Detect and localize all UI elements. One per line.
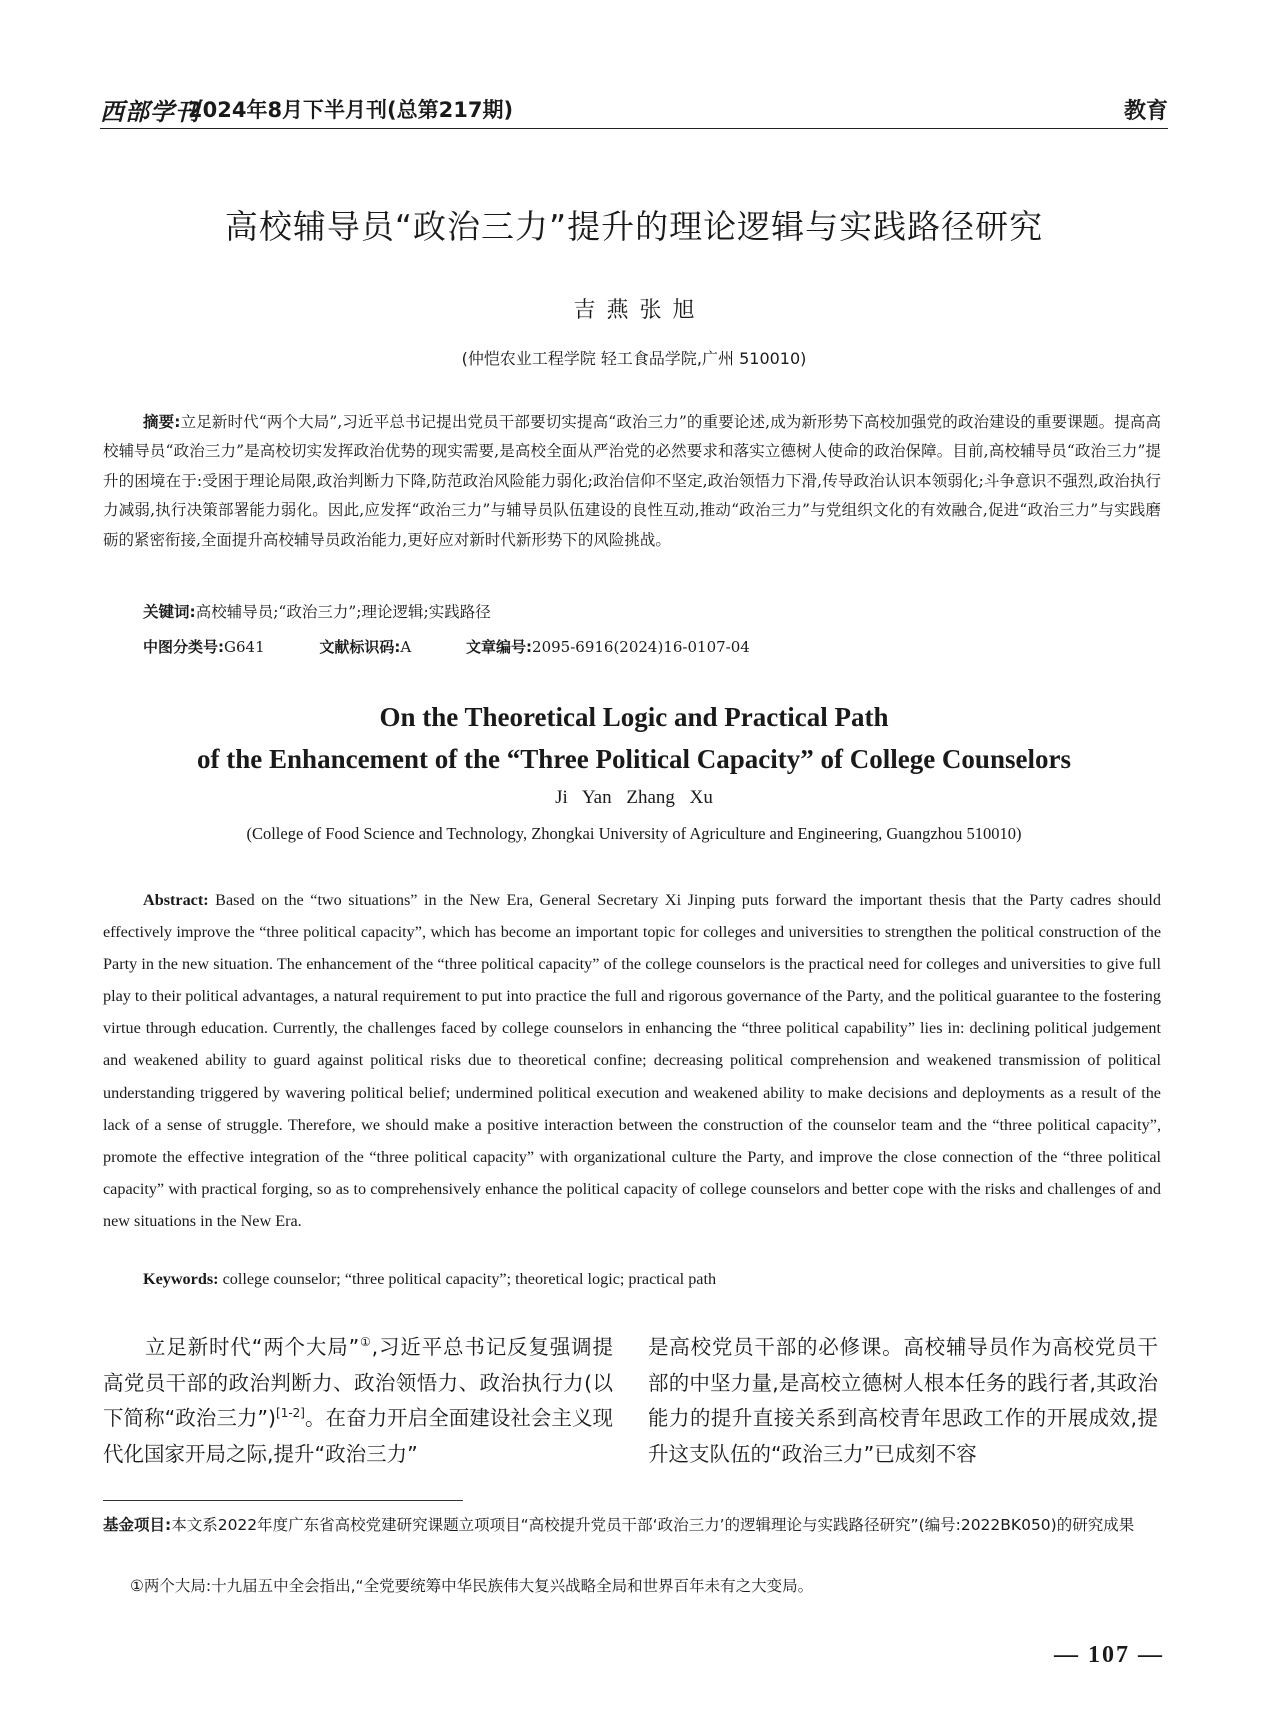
- running-header: [100, 88, 1168, 129]
- body-column-left: 立足新时代“两个大局”①,习近平总书记反复强调提高党员干部的政治判断力、政治领悟力、政治执行力(以下简称“政治三力”)[1-2]。在奋力开启全面建设社会主义现代化国家开局之际,提升“政治三力”: [103, 1335, 613, 1466]
- chinese-abstract-label: 摘要:: [143, 413, 181, 431]
- english-keywords-label: Keywords:: [143, 1270, 219, 1288]
- chinese-keywords: [143, 600, 1143, 622]
- document-code: 文献标识码:A: [319, 638, 412, 656]
- funding-label: 基金项目:: [103, 1516, 172, 1534]
- english-abstract-label: Abstract:: [143, 891, 209, 909]
- chinese-abstract-text: 立足新时代“两个大局”,习近平总书记提出党员干部要切实提高“政治三力”的重要论述,成为新形势下高校加强党的政治建设的重要课题。提高高校辅导员“政治三力”是高校切实发挥政治优势的现实需要,是高校全面从严治党的必然要求和落实立德树人使命的政治保障。目前,高校辅导员“政治三力”提升的困境在于:受困于理论局限,政治判断力下降,防范政治风险能力弱化;政治信仰不坚定,政治领悟力下滑,传导政治认识本领弱化;斗争意识不强烈,政治执行力减弱,执行决策部署能力弱化。因此,应发挥“政治三力”与辅导员队伍建设的良性互动,推动“政治三力”与党组织文化的有效融合,促进“政治三力”与实践磨砺的紧密衔接,全面提升高校辅导员政治能力,更好应对新时代新形势下的风险挑战。: [103, 413, 1161, 549]
- issue-info: 2024年8月下半月刊(总第217期): [188, 98, 514, 122]
- english-affiliation: (College of Food Science and Technology, Zhongkai University of Agriculture and Engineering, Guangzhou 510010): [246, 824, 1022, 843]
- citation-ref: [1-2]: [276, 1406, 305, 1421]
- article-number: 文章编号:2095-6916(2024)16-0107-04: [466, 638, 750, 656]
- footnote-1: ①两个大局:十九届五中全会指出,“全党要统筹中华民族伟大复兴战略全局和世界百年未有之大变局。: [130, 1577, 814, 1595]
- body-column-right: 是高校党员干部的必修课。高校辅导员作为高校党员干部的中坚力量,是高校立德树人根本任务的践行者,其政治能力的提升直接关系到高校青年思政工作的开展成效,提升这支队伍的“政治三力”已成刻不容: [648, 1335, 1158, 1466]
- classification-info: [143, 636, 1143, 657]
- english-abstract-text: Based on the “two situations” in the New Era, General Secretary Xi Jinping puts forward the important thesis that the Party cadres should effectively improve the “three political capacity”, which has become an important topic for colleges and universities to strengthen the political construction of the Party in the new situation. The enhancement of the “three political capacity” of the college counselors is the practical need for colleges and universities to give full play to their political advantages, a natural requirement to put into practice the full and rigorous governance of the Party, and the political guarantee to the fostering virtue through education. Currently, the challenges faced by college counselors in enhancing the “three political capability” lies in: declining political judgement and weakened ability to guard against political risks due to theoretical confine; decreasing political comprehension and weakened transmission of political understanding triggered by wavering political belief; undermined political execution and weakened ability to make decisions and deployments as a result of the lack of a sense of struggle. Therefore, we should make a positive interaction between the construction of the counselor team and the “three political capacity”, promote the effective integration of the “three political capacity” with organizational culture the Party, and improve the close connection of the “three political capacity” with practical forging, so as to comprehensively enhance the political capacity of college counselors and better cope with the risks and challenges of and new situations in the New Era.: [103, 891, 1162, 1230]
- clc-number: 中图分类号:G641: [143, 638, 265, 656]
- funding-text: 本文系2022年度广东省高校党建研究课题立项项目“高校提升党员干部‘政治三力’的逻辑理论与实践路径研究”(编号:2022BK050)的研究成果: [171, 1516, 1135, 1534]
- english-keywords: [143, 1270, 1143, 1289]
- footnote-ref: ①: [359, 1335, 372, 1350]
- chinese-title: 高校辅导员“政治三力”提升的理论逻辑与实践路径研究: [224, 207, 1044, 246]
- english-keywords-text: college counselor; “three political capacity”; theoretical logic; practical path: [222, 1270, 717, 1288]
- english-title-line2: of the Enhancement of the “Three Political Capacity” of College Counselors: [197, 744, 1071, 774]
- chinese-keywords-label: 关键词:: [143, 603, 196, 621]
- chinese-affiliation: (仲恺农业工程学院 轻工食品学院,广州 510010): [461, 349, 807, 368]
- english-authors: Ji Yan Zhang Xu: [555, 787, 713, 808]
- funding-note: [103, 1510, 1161, 1540]
- english-abstract: [103, 884, 1161, 1237]
- journal-logo: 西部学刊: [100, 97, 200, 126]
- chinese-keywords-text: 高校辅导员;“政治三力”;理论逻辑;实践路径: [195, 603, 491, 621]
- chinese-authors: 吉 燕 张 旭: [573, 298, 695, 323]
- english-title-line1: On the Theoretical Logic and Practical Path: [379, 702, 889, 732]
- footnote-divider: [103, 1500, 463, 1501]
- page-number: — 107 —: [1054, 1642, 1164, 1668]
- chinese-abstract: [103, 408, 1161, 555]
- section-name: 教育: [1123, 99, 1168, 124]
